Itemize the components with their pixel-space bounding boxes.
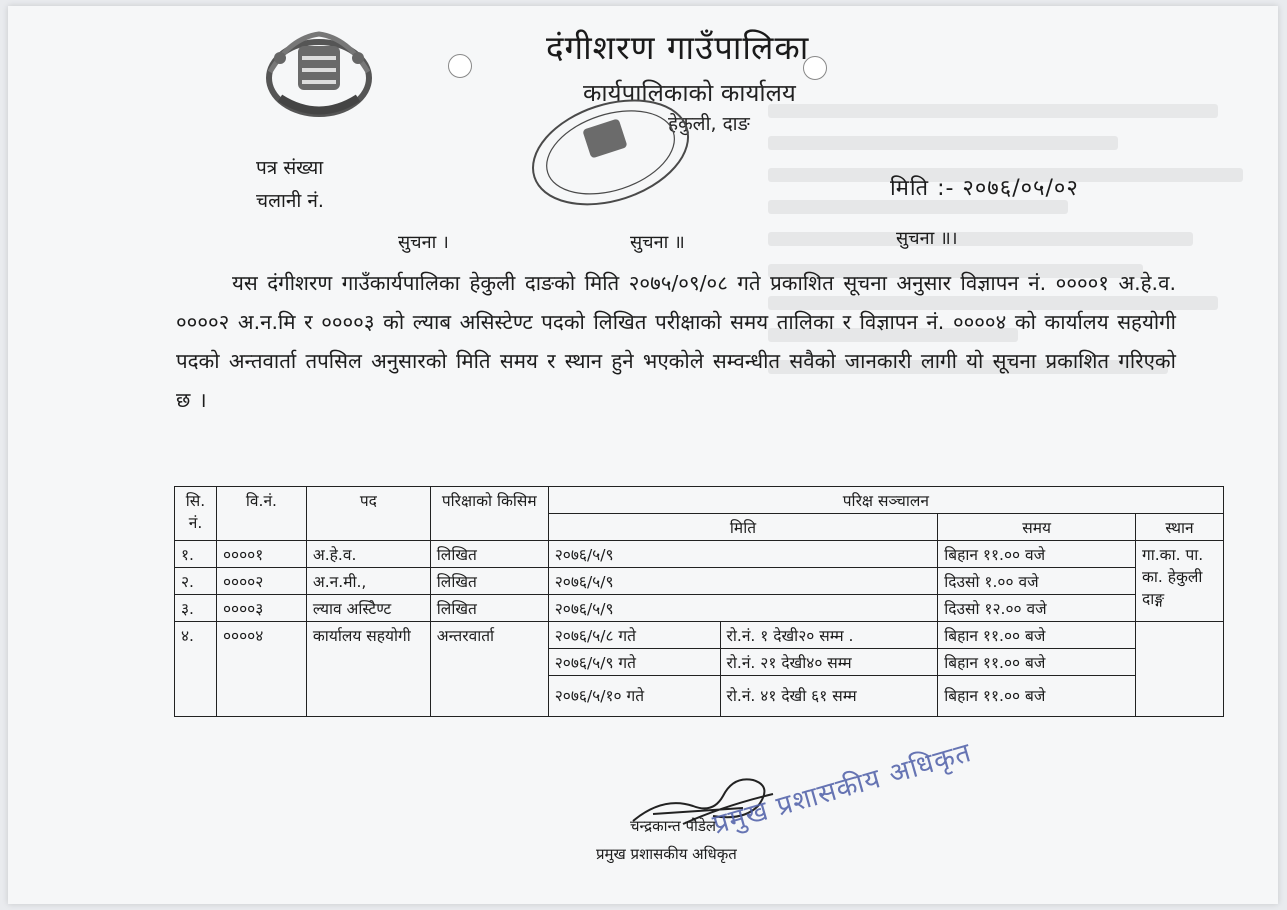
cell-date: २०७६/५/९ [548, 568, 938, 595]
cell-adv: ००००३ [216, 595, 306, 622]
cell-date: २०७६/५/८ गते [548, 622, 720, 649]
header-time: समय [938, 514, 1136, 541]
cell-date: २०७६/५/९ [548, 595, 938, 622]
notice-paragraph-text: यस दंगीशरण गाउँकार्यपालिका हेकुली दाङको मिति २०७५/०९/०८ गते प्रकाशित सूचना अनुसार विज्ञापन नं. ००००१ अ.हे.व. ००००२ अ.न.मि र ००००३ को ल्याब असिस्टेण्ट पदको लिखित परीक्षाको समय तालिका र विज्ञापन नं. ००००४ को कार्यालय सहयोगी पदको अन्तवार्ता तपसिल अनुसारको मिति समय र स्थान हुने भएकोले सम्वन्धीत सवैको जानकारी लागी यो सूचना प्रकाशित गरिएको छ । [176, 271, 1176, 412]
signatory-title: प्रमुख प्रशासकीय अधिकृत [596, 845, 737, 863]
cell-adv: ००००४ [216, 622, 306, 717]
cell-time: दिउसो १.०० वजे [938, 568, 1136, 595]
signatory-name: चन्द्रकान्त पौडेल [630, 817, 717, 835]
cell-time: दिउसो १२.०० वजे [938, 595, 1136, 622]
notice-heading-3: सुचना ॥। [896, 228, 958, 249]
cell-adv: ००००१ [216, 541, 306, 568]
cell-type: लिखित [430, 541, 548, 568]
cell-roll-range: रो.नं. ४१ देखी ६१ सम्म [720, 676, 938, 717]
cell-sn: १. [175, 541, 217, 568]
cell-post: अ.न.मी., [306, 568, 430, 595]
notice-heading-2: सुचना ॥ [630, 232, 685, 253]
cell-venue-empty [1136, 622, 1224, 717]
cell-sn: ४. [175, 622, 217, 717]
cell-sn: २. [175, 568, 217, 595]
table-row [175, 622, 1224, 649]
cell-post: कार्यालय सहयोगी [306, 622, 430, 717]
cell-date: २०७६/५/९ [548, 541, 938, 568]
cell-type: अन्तरवार्ता [430, 622, 548, 717]
designation-stamp: प्रमुख प्रशासकीय अधिकृत [709, 737, 976, 841]
cell-time: बिहान ११.०० बजे [938, 649, 1136, 676]
cell-roll-range: रो.नं. २१ देखी४० सम्म [720, 649, 938, 676]
header-exam-type: परिक्षाको किसिम [430, 487, 548, 541]
cell-type: लिखित [430, 568, 548, 595]
cell-sn: ३. [175, 595, 217, 622]
header-venue: स्थान [1136, 514, 1224, 541]
cell-roll-range: रो.नं. १ देखी२० सम्म . [720, 622, 938, 649]
header-date: मिति [548, 514, 938, 541]
header-adv-no: वि.नं. [216, 487, 306, 541]
header-post: पद [306, 487, 430, 541]
office-seal-icon [523, 90, 703, 230]
reference-block [256, 152, 324, 218]
dispatch-number-label: चलानी नं. [256, 190, 324, 212]
cell-adv: ००००२ [216, 568, 306, 595]
cell-date: २०७६/५/९ गते [548, 649, 720, 676]
table-row [175, 568, 1224, 595]
exam-schedule-table [174, 486, 1224, 717]
notice-heading-1: सुचना । [398, 232, 449, 253]
punch-hole [448, 54, 472, 78]
office-name: कार्यपालिकाको कार्यालय [583, 79, 796, 107]
document-date: मिति :- २०७६/०५/०२ [890, 176, 1079, 201]
municipality-title: दंगीशरण गाउँपालिका [546, 28, 810, 67]
cell-time: बिहान ११.०० बजे [938, 622, 1136, 649]
cell-time: बिहान ११.०० वजे [938, 541, 1136, 568]
cell-venue: गा.का. पा. का. हेकुली दाङ्ग [1136, 541, 1224, 622]
notice-paragraph [176, 264, 1176, 420]
table-row [175, 595, 1224, 622]
office-address: हेकुली, दाङ [668, 113, 750, 135]
cell-date: २०७६/५/१० गते [548, 676, 720, 717]
table-row [175, 541, 1224, 568]
cell-time: बिहान ११.०० बजे [938, 676, 1136, 717]
document-page [8, 6, 1278, 904]
cell-type: लिखित [430, 595, 548, 622]
cell-post: अ.हे.व. [306, 541, 430, 568]
letter-number-label: पत्र संख्या [256, 157, 324, 179]
header-exam-conduct: परिक्ष सञ्चालन [548, 487, 1223, 514]
government-emblem-icon [260, 28, 378, 120]
header-sn: सि. नं. [175, 487, 217, 541]
cell-post: ल्याव अस्टिेण्ट [306, 595, 430, 622]
